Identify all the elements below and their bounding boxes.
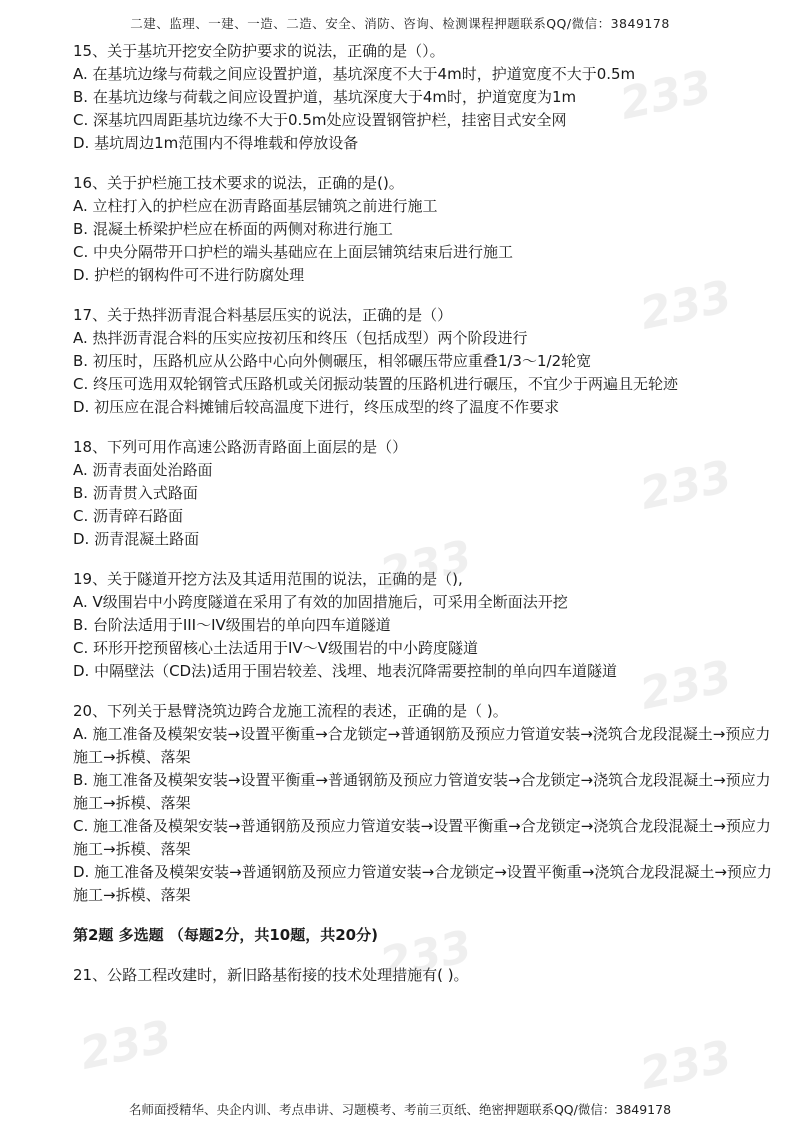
question-option: A. V级围岩中小跨度隧道在采用了有效的加固措施后，可采用全断面法开挖 (73, 593, 568, 611)
question-option: A. 热拌沥青混合料的压实应按初压和终压（包括成型）两个阶段进行 (73, 329, 528, 347)
question-option: B. 在基坑边缘与荷载之间应设置护道，基坑深度大于4m时，护道宽度为1m (73, 88, 577, 106)
question-block (73, 700, 773, 907)
question-option: C. 施工准备及模架安装→普通钢筋及预应力管道安装→设置平衡重→合龙锁定→浇筑合龙段混凝土→预应力施工→拆模、落架 (73, 817, 771, 858)
watermark-logo: 233 (635, 451, 737, 520)
question-option: D. 基坑周边1m范围内不得堆载和停放设备 (73, 134, 359, 152)
watermark-logo: 233 (375, 921, 477, 990)
header-text: 二建、监理、一建、一造、二造、安全、消防、咨询、检测课程押题联系QQ/微信：3849178 (130, 16, 670, 31)
question-option: C. 深基坑四周距基坑边缘不大于0.5m处应设置钢管护栏，挂密目式安全网 (73, 111, 567, 129)
question-option: C. 终压可选用双轮钢管式压路机或关闭振动装置的压路机进行碾压，不宜少于两遍且无轮迹 (73, 375, 679, 393)
question-block (73, 436, 773, 551)
question-option: D. 施工准备及模架安装→普通钢筋及预应力管道安装→合龙锁定→设置平衡重→浇筑合龙段混凝土→预应力施工→拆模、落架 (73, 863, 772, 904)
question-option: A. 施工准备及模架安装→设置平衡重→合龙锁定→普通钢筋及预应力管道安装→浇筑合龙段混凝土→预应力施工→拆模、落架 (73, 725, 771, 766)
question-option: D. 护栏的钢构件可不进行防腐处理 (73, 266, 305, 284)
document-body (73, 40, 773, 1004)
question-option: C. 环形开挖预留核心土法适用于IV～V级围岩的中小跨度隧道 (73, 639, 478, 657)
question-block (73, 304, 773, 419)
question-option: B. 沥青贯入式路面 (73, 484, 198, 502)
question-block (73, 172, 773, 287)
watermark-logo: 233 (75, 1011, 177, 1080)
question-option: A. 沥青表面处治路面 (73, 461, 213, 479)
section-title: 第2题 多选题 （每题2分，共10题，共20分) (73, 926, 378, 944)
question-block (73, 568, 773, 683)
watermark-logo: 233 (635, 271, 737, 340)
watermark-logo: 233 (635, 1031, 737, 1100)
question-option: D. 中隔壁法（CD法)适用于围岩较差、浅埋、地表沉降需要控制的单向四车道隧道 (73, 662, 617, 680)
question-option: B. 混凝土桥梁护栏应在桥面的两侧对称进行施工 (73, 220, 393, 238)
question-option: C. 中央分隔带开口护栏的端头基础应在上面层铺筑结束后进行施工 (73, 243, 514, 261)
question-stem: 15、关于基坑开挖安全防护要求的说法，正确的是（）。 (73, 42, 445, 60)
question-stem: 21、公路工程改建时，新旧路基衔接的技术处理措施有( )。 (73, 966, 469, 984)
question-option: A. 在基坑边缘与荷载之间应设置护道，基坑深度不大于4m时，护道宽度不大于0.5m (73, 65, 636, 83)
footer-text: 名师面授精华、央企内训、考点串讲、习题模考、考前三页纸、绝密押题联系QQ/微信：3849178 (128, 1102, 672, 1117)
page-footer (0, 1100, 800, 1118)
watermark-logo: 233 (615, 61, 717, 130)
question-stem: 17、关于热拌沥青混合料基层压实的说法，正确的是（） (73, 306, 453, 324)
question-block (73, 40, 773, 155)
watermark-logo: 233 (635, 651, 737, 720)
question-option: D. 沥青混凝土路面 (73, 530, 200, 548)
question-option: B. 施工准备及模架安装→设置平衡重→普通钢筋及预应力管道安装→合龙锁定→浇筑合龙段混凝土→预应力施工→拆模、落架 (73, 771, 771, 812)
question-stem: 16、关于护栏施工技术要求的说法，正确的是()。 (73, 174, 404, 192)
question-option: D. 初压应在混合料摊铺后较高温度下进行，终压成型的终了温度不作要求 (73, 398, 560, 416)
question-stem: 20、下列关于悬臂浇筑边跨合龙施工流程的表述，正确的是（ )。 (73, 702, 508, 720)
question-group-single (73, 40, 773, 907)
question-group-multi (73, 964, 773, 987)
question-block (73, 964, 773, 987)
question-option: B. 台阶法适用于III～IV级围岩的单向四车道隧道 (73, 616, 391, 634)
question-option: A. 立柱打入的护栏应在沥青路面基层铺筑之前进行施工 (73, 197, 438, 215)
question-option: C. 沥青碎石路面 (73, 507, 184, 525)
question-stem: 18、下列可用作高速公路沥青路面上面层的是（） (73, 438, 408, 456)
question-option: B. 初压时，压路机应从公路中心向外侧碾压，相邻碾压带应重叠1/3～1/2轮宽 (73, 352, 592, 370)
question-stem: 19、关于隧道开挖方法及其适用范围的说法，正确的是（), (73, 570, 463, 588)
watermark-logo: 233 (375, 531, 477, 600)
page-header (0, 14, 800, 32)
